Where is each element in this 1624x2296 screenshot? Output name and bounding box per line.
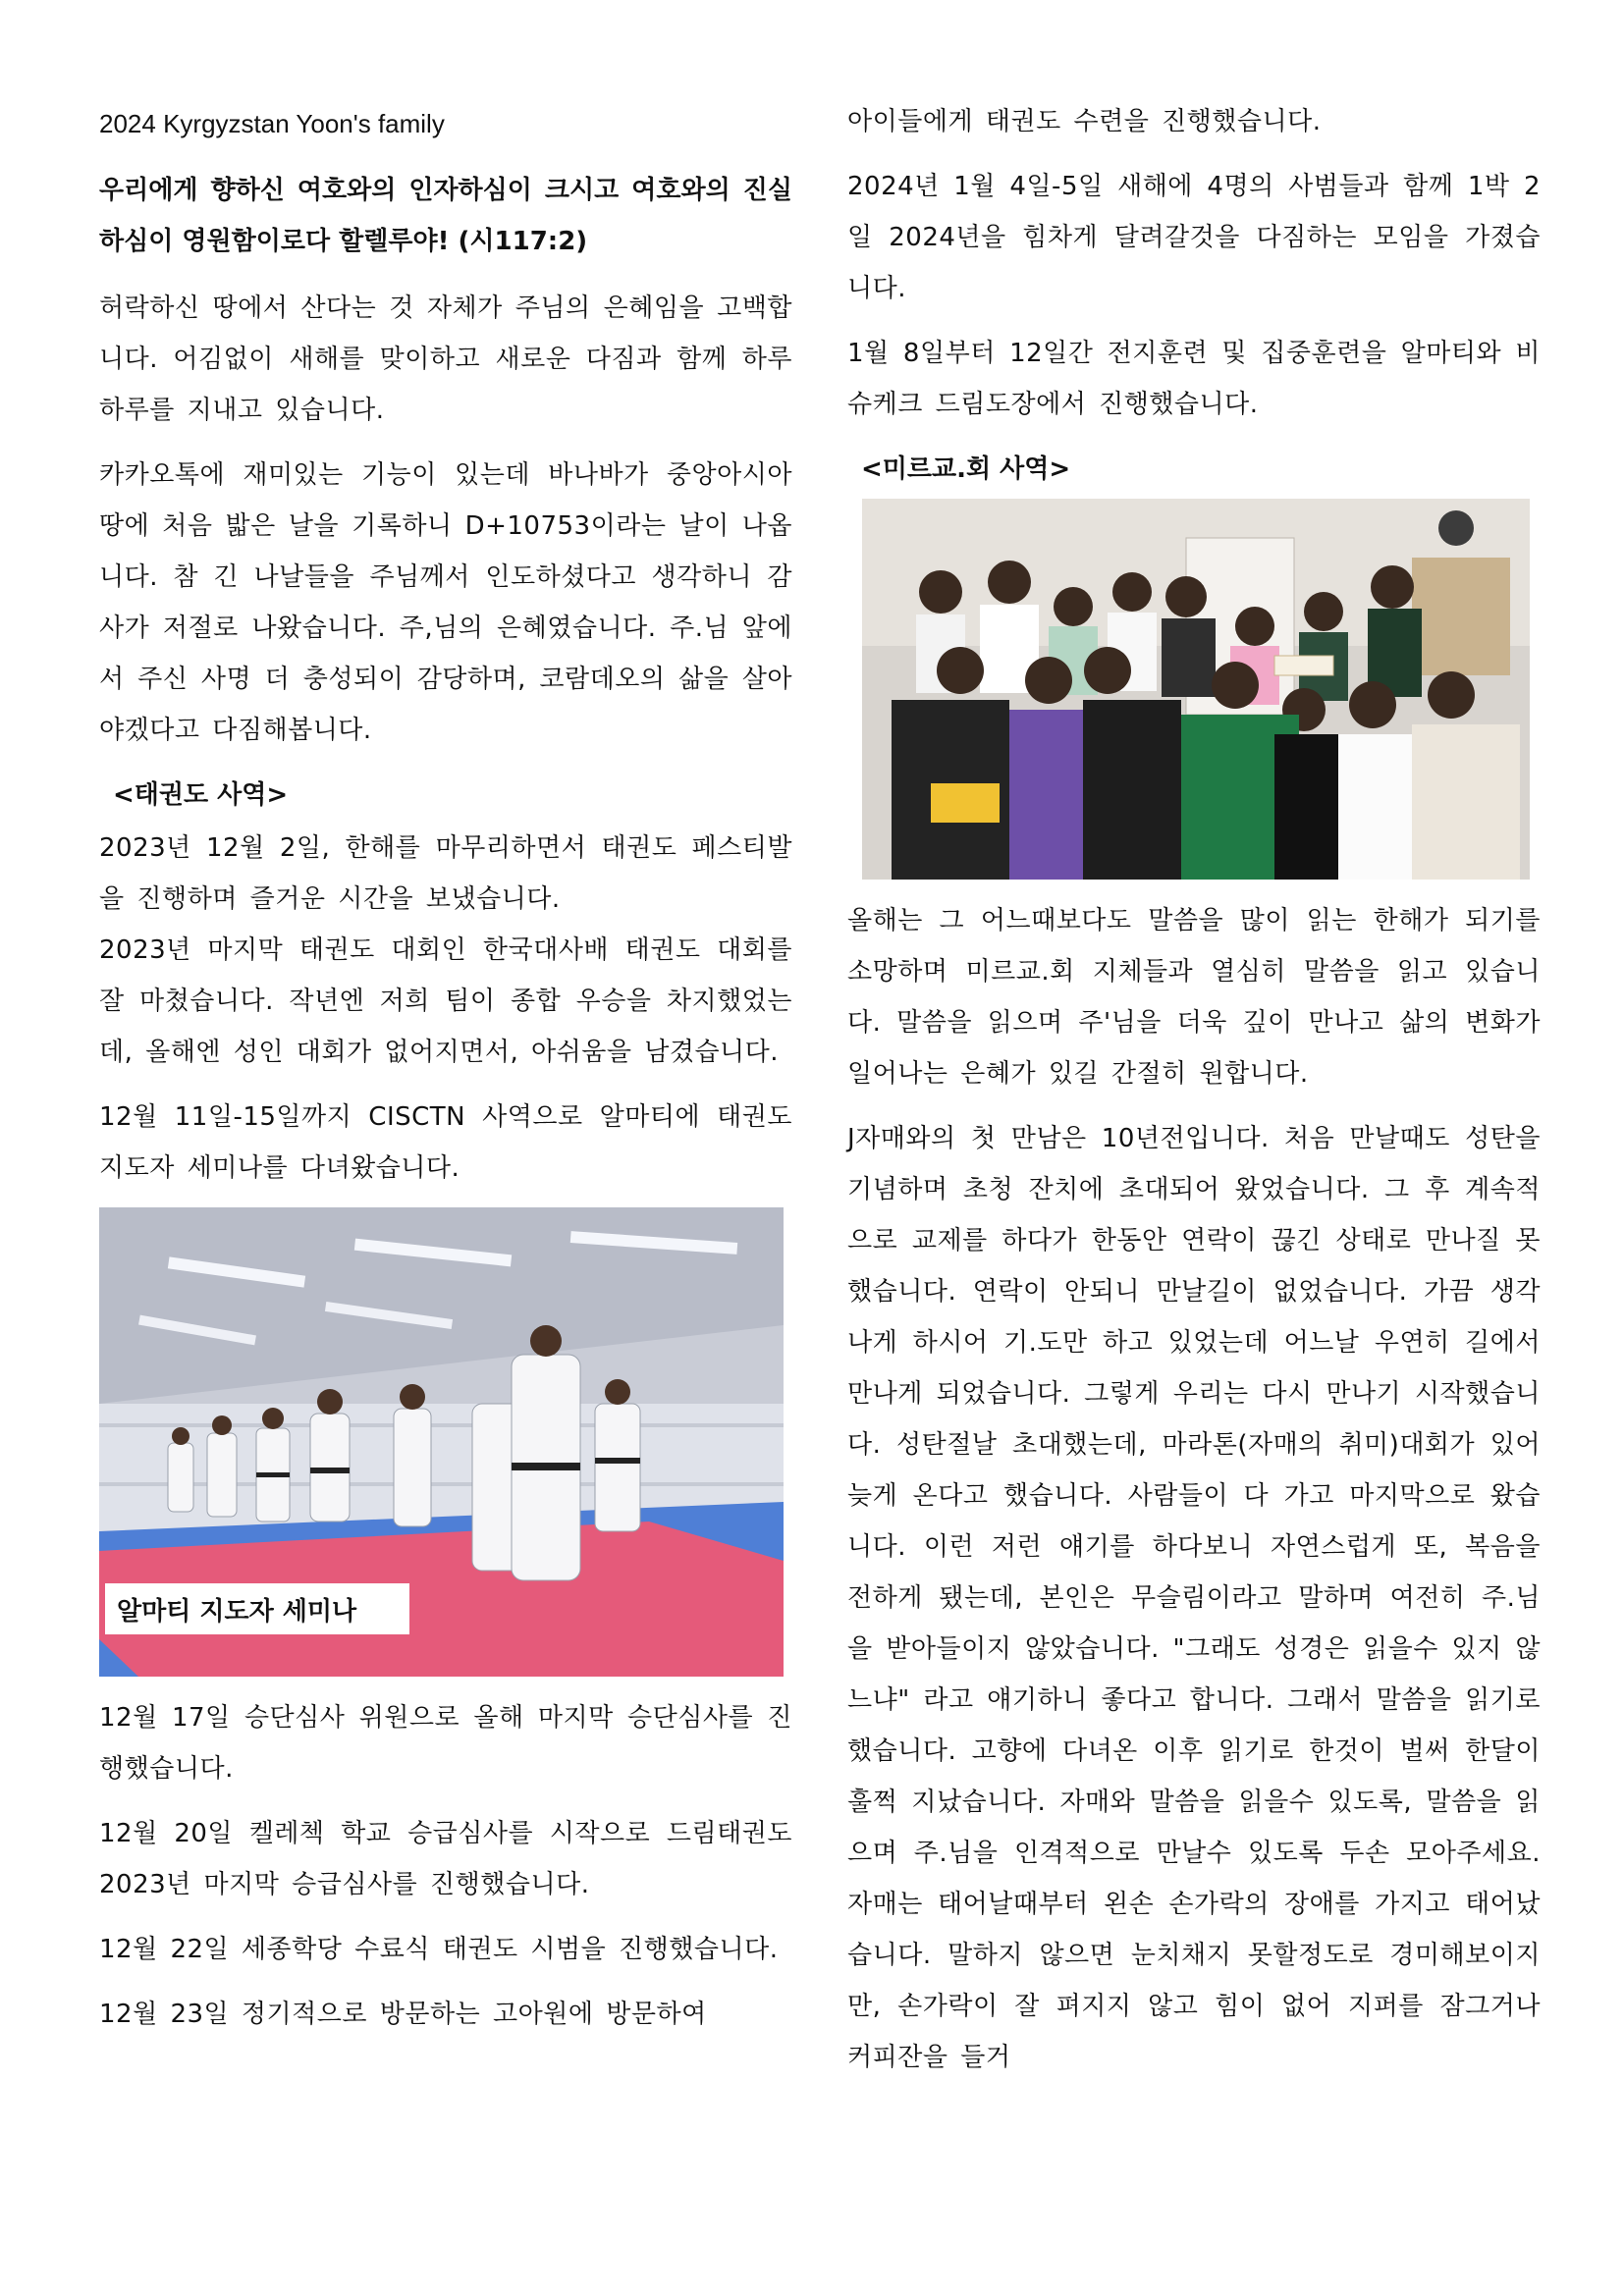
church-group-photo xyxy=(862,499,1530,880)
paragraph-tournament: 2023년 마지막 태권도 대회인 한국대사배 태권도 대회를 잘 마쳤습니다. 작년엔 저희 팀이 종합 우승을 차지했었는데, 올해엔 성인 대회가 없어지면서, 아쉬움을 남겼습니다. xyxy=(99,935,792,1067)
paragraph-bible-reading: 올해는 그 어느때보다도 말씀을 많이 읽는 한해가 되기를 소망하며 미르교.회 지체들과 열심히 말씀을 읽고 있습니다. 말씀을 읽으며 주'님을 더욱 깊이 만나고 삶의 변화가 일어나는 은혜가 있길 간절히 원합니다. xyxy=(847,906,1541,1089)
paragraph-seminar: 12월 11일-15일까지 CISCTN 사역으로 알마티에 태권도 지도자 세미나를 다녀왔습니다. xyxy=(99,1102,792,1183)
left-column xyxy=(99,98,792,2054)
paragraph-grade-test: 12월 20일 켈레첵 학교 승급심사를 시작으로 드림태권도 2023년 마지막 승급심사를 진행했습니다. xyxy=(99,1819,792,1899)
section-heading-taekwondo: <태권도 사역> xyxy=(113,780,289,810)
paragraph-festival: 2023년 12월 2일, 한해를 마무리하면서 태권도 페스티발을 진행하며 즐거운 시간을 보냈습니다. xyxy=(99,833,792,914)
paragraph-orphanage: 12월 23일 정기적으로 방문하는 고아원에 방문하여 xyxy=(99,2000,707,2029)
church-group-illustration xyxy=(862,499,1530,880)
document-title: 2024 Kyrgyzstan Yoon's family xyxy=(99,109,445,138)
paragraph-intro: 허락하신 땅에서 산다는 것 자체가 주님의 은혜임을 고백합니다. 어김없이 새해를 맞이하고 새로운 다짐과 함께 하루 하루를 지내고 있습니다. xyxy=(99,294,792,425)
section-heading-church: <미르교.회 사역> xyxy=(861,454,1071,484)
paragraph-intensive-training: 1월 8일부터 12일간 전지훈련 및 집중훈련을 알마티와 비슈케크 드림도장에서 진행했습니다. xyxy=(847,339,1541,419)
paragraph-dan-test: 12월 17일 승단심사 위원으로 올해 마지막 승단심사를 진행했습니다. xyxy=(99,1703,792,1784)
taekwondo-seminar-photo xyxy=(99,1207,784,1677)
bible-verse: 우리에게 향하신 여호와의 인자하심이 크시고 여호와의 진실하심이 영원함이로다 할렐루야! (시117:2) xyxy=(99,176,792,256)
right-column xyxy=(847,96,1541,2097)
paragraph-children-training: 아이들에게 태권도 수련을 진행했습니다. xyxy=(847,107,1322,136)
paragraph-sister-j: J자매와의 첫 만남은 10년전입니다. 처음 만날때도 성탄을 기념하며 초청 잔치에 초대되어 왔었습니다. 그 후 계속적으로 교제를 하다가 한동안 연락이 끊긴 상태로 만나질 못했습니다. 연락이 안되니 만날길이 없었습니다. 가끔 생각나게 하시어 기.도만 하고 있었는데 어느날 우연히 길에서 만나게 되었습니다. 그렇게 우리는 다시 만나기 시작했습니다. 성탄절날 초대했는데, 마라톤(자매의 취미)대회가 있어 늦게 온다고 했습니다. 사람들이 다 가고 마지막으로 왔습니다. 이런 저런 얘기를 하다보니 자연스럽게 또, 복음을 전하게 됐는데, 본인은 무슬림이라고 말하며 여전히 주.님을 받아들이지 않았습니다. "그래도 성경은 읽을수 있지 않느냐" 라고 얘기하니 좋다고 합니다. 그래서 말씀을 읽기로 했습니다. 고향에 다녀온 이후 읽기로 한것이 벌써 한달이 훌쩍 지났습니다. 자매와 말씀을 읽을수 있도록, 말씀을 읽으며 주.님을 인격적으로 만날수 있도록 두손 모아주세요. 자매는 태어날때부터 왼손 손가락의 장애를 가지고 태어났습니다. 말하지 않으면 눈치채지 못할정도로 경미해보이지만, 손가락이 잘 펴지지 않고 힘이 없어 지퍼를 잠그거나 커피잔을 들거 xyxy=(847,1124,1541,2072)
paragraph-sejong: 12월 22일 세종학당 수료식 태권도 시범을 진행했습니다. xyxy=(99,1935,779,1964)
photo-caption: 알마티 지도자 세미나 xyxy=(105,1583,409,1634)
paragraph-dday: 카카오톡에 재미있는 기능이 있는데 바나바가 중앙아시아 땅에 처음 밟은 날을 기록하니 D+10753이라는 날이 나옵니다. 참 긴 나날들을 주님께서 인도하셨다고 생각하니 감사가 저절로 나왔습니다. 주,님의 은혜였습니다. 주.님 앞에서 주신 사명 더 충성되이 감당하며, 코람데오의 삶을 살아야겠다고 다짐해봅니다. xyxy=(99,460,792,745)
paragraph-new-year-meeting: 2024년 1월 4일-5일 새해에 4명의 사범들과 함께 1박 2일 2024년을 힘차게 달려갈것을 다짐하는 모임을 가졌습니다. xyxy=(847,172,1541,303)
